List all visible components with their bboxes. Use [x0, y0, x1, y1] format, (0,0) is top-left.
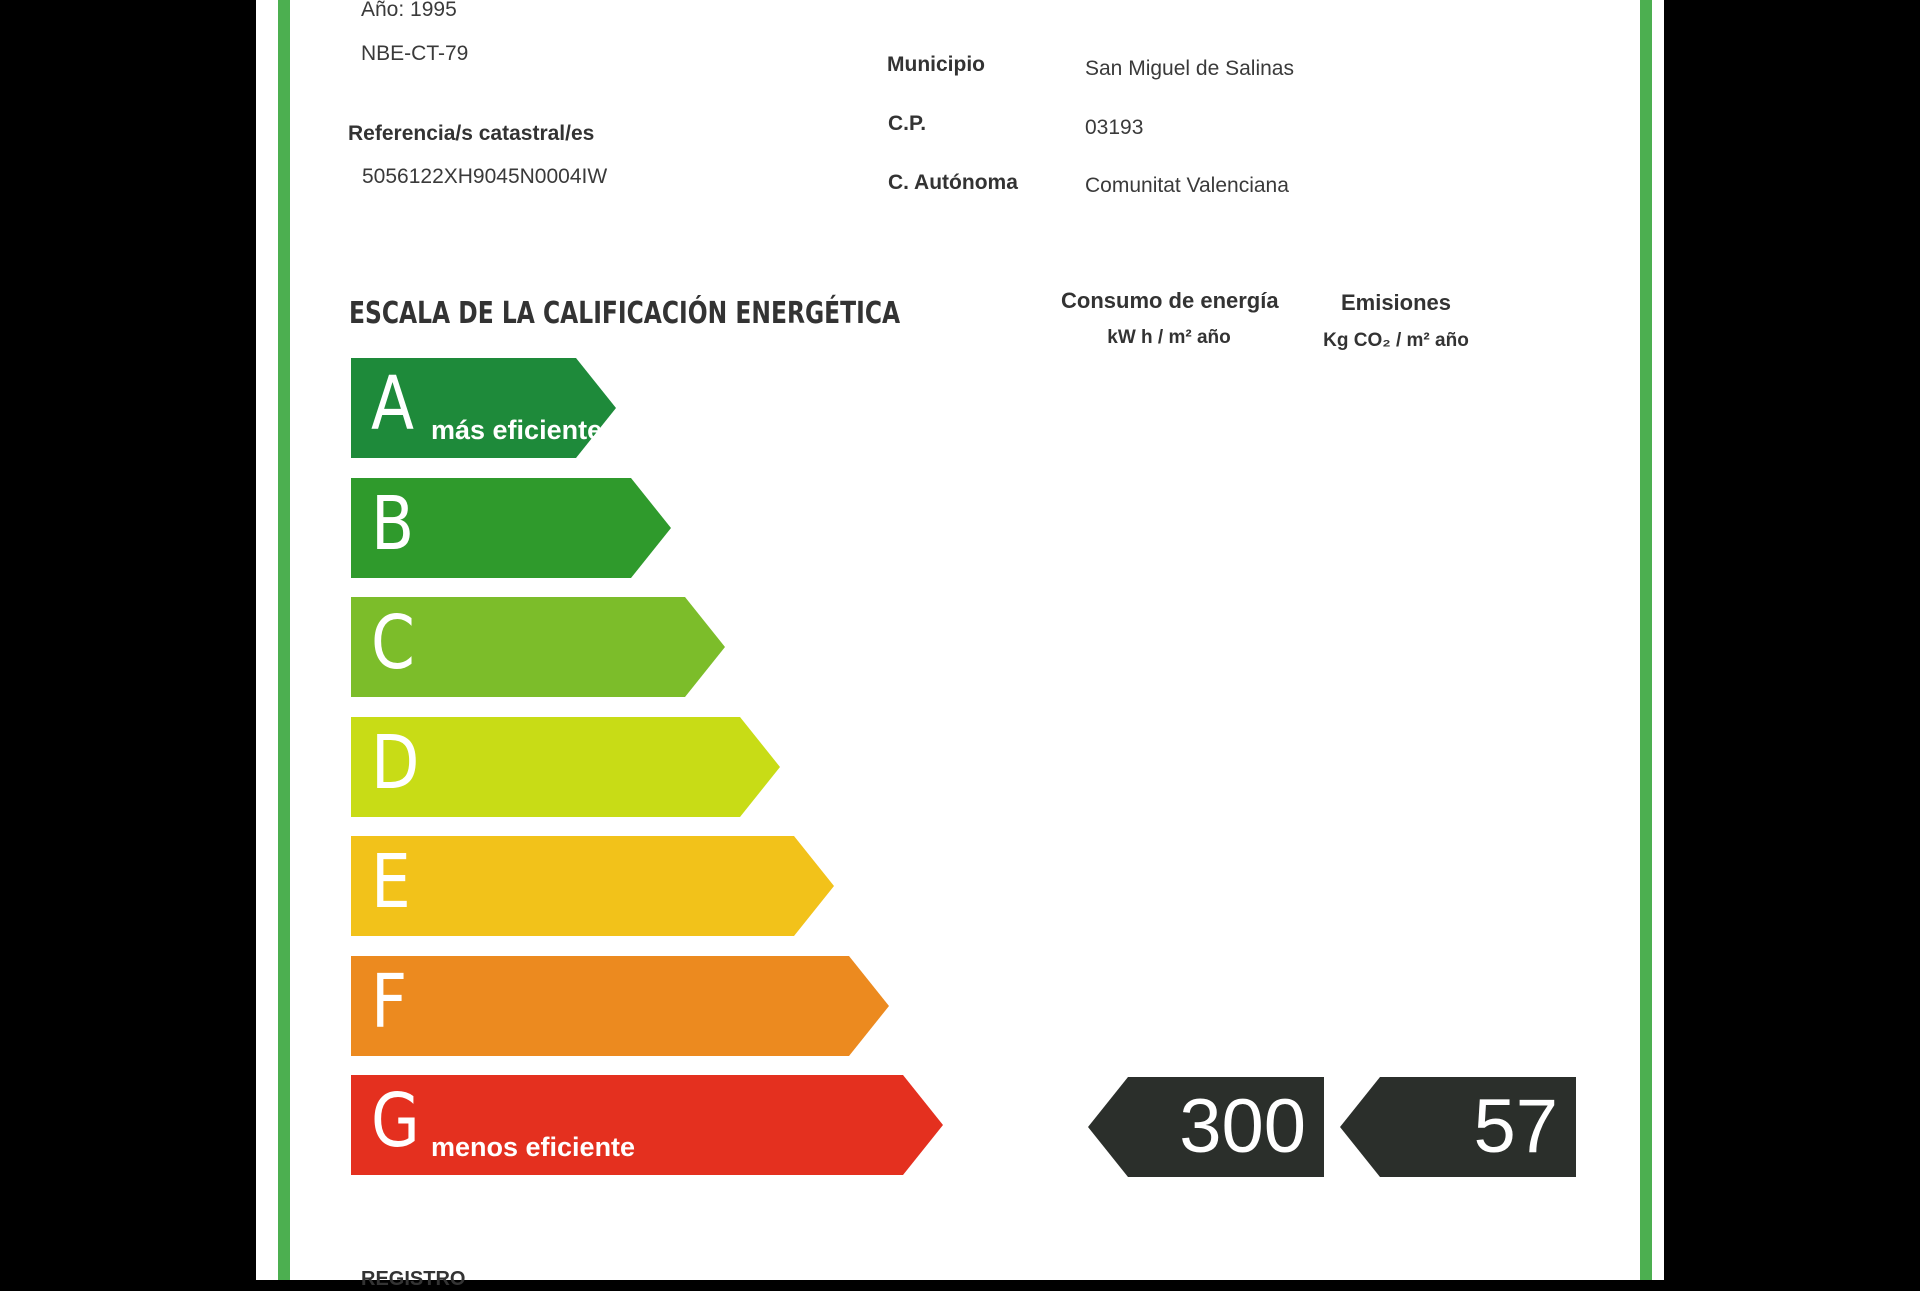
- municipio-value: San Miguel de Salinas: [1085, 57, 1294, 80]
- energy-certificate-page: [256, 0, 1664, 1290]
- scale-bar-e: [351, 836, 834, 936]
- scale-bar-d: [351, 717, 780, 817]
- registro-label: REGISTRO: [361, 1268, 466, 1290]
- consumo-result-arrow: [1088, 1077, 1324, 1177]
- scale-letter: D: [371, 720, 420, 806]
- scale-title: ESCALA DE LA CALIFICACIÓN ENERGÉTICA: [349, 296, 901, 331]
- scale-letter: A: [371, 361, 415, 447]
- municipio-label: Municipio: [887, 53, 985, 76]
- cp-label: C.P.: [888, 112, 927, 135]
- cadastral-value: 5056122XH9045N0004IW: [362, 165, 608, 188]
- building-standard: NBE-CT-79: [361, 42, 469, 65]
- ca-value: Comunitat Valenciana: [1085, 174, 1289, 197]
- scale-bar-f: [351, 956, 889, 1056]
- consumo-header: Consumo de energía: [1061, 288, 1279, 313]
- consumo-value: 300: [1179, 1084, 1306, 1169]
- emisiones-unit: Kg CO₂ / m² año: [1323, 330, 1469, 351]
- building-year: Año: 1995: [361, 0, 457, 21]
- consumo-unit: kW h / m² año: [1107, 327, 1231, 348]
- emisiones-value: 57: [1473, 1084, 1558, 1169]
- scale-bar-shape: [351, 956, 889, 1056]
- cadastral-label: Referencia/s catastral/es: [348, 122, 595, 145]
- scale-letter: G: [371, 1078, 420, 1164]
- scale-bar-g: [351, 1075, 943, 1175]
- cp-value: 03193: [1085, 116, 1144, 139]
- scale-bar-c: [351, 597, 725, 697]
- emisiones-header: Emisiones: [1340, 290, 1452, 315]
- scale-bar-b: [351, 478, 671, 578]
- emisiones-result-arrow: [1340, 1077, 1576, 1177]
- page-border-left: [278, 0, 290, 1280]
- scale-bar-a: [351, 358, 616, 458]
- ca-label: C. Autónoma: [888, 171, 1018, 194]
- scale-letter: E: [371, 839, 411, 925]
- scale-bar-shape: [351, 836, 834, 936]
- scale-letter: C: [371, 600, 415, 686]
- scale-bar-text: más eficiente: [431, 415, 603, 445]
- scale-letter: F: [371, 959, 408, 1045]
- scale-letter: B: [371, 481, 415, 567]
- scale-bar-text: menos eficiente: [431, 1132, 636, 1162]
- page-border-right: [1640, 0, 1652, 1280]
